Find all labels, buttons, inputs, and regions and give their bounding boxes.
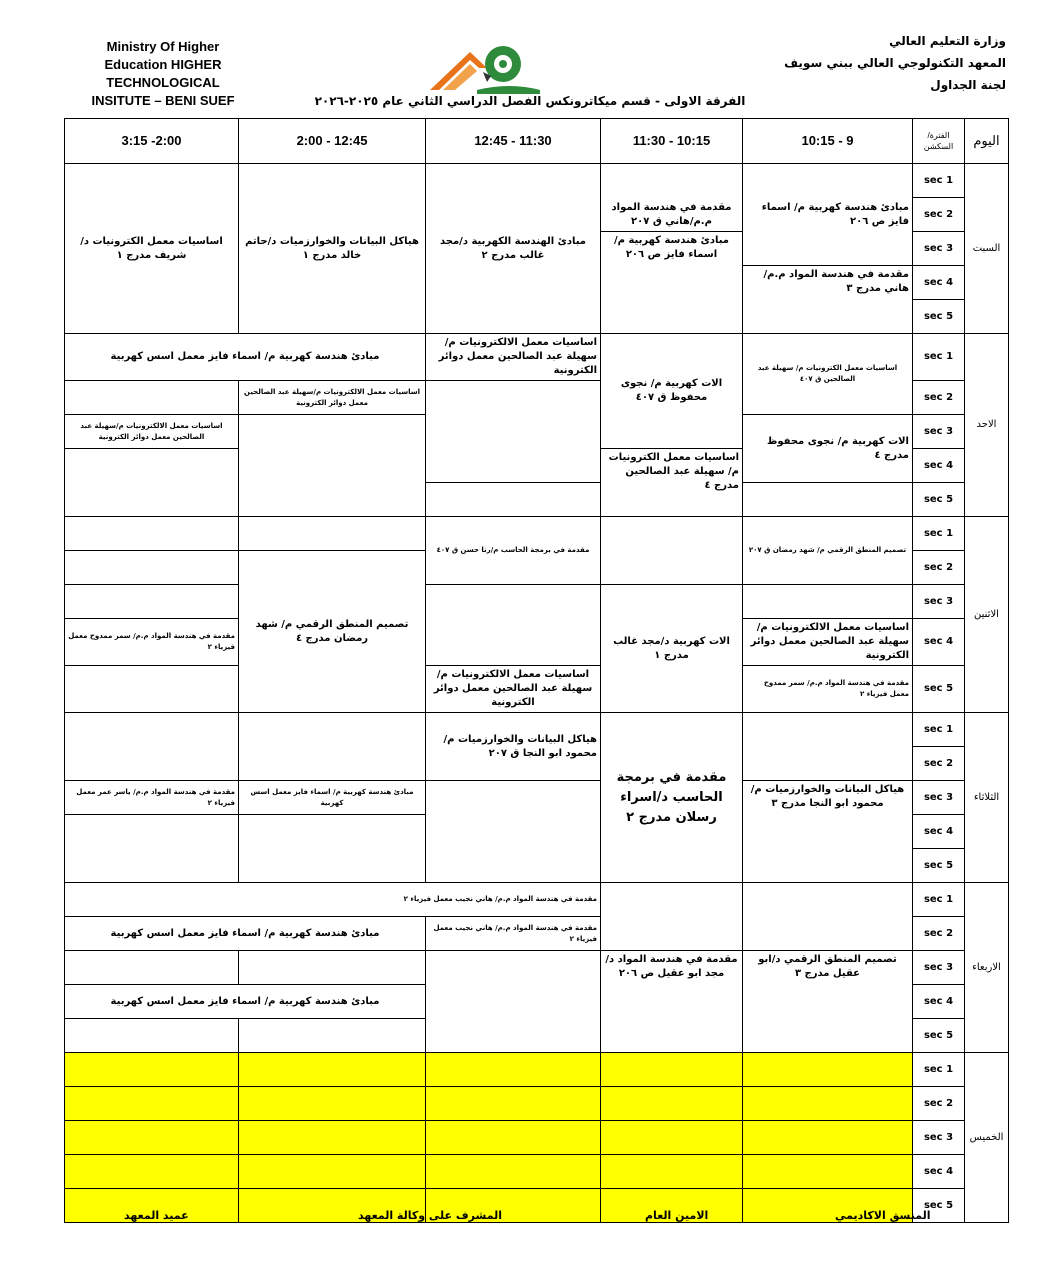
sec-label: sec 4: [913, 1155, 965, 1189]
time-header: 10:15 - 11:30: [601, 119, 743, 164]
class-cell: [65, 1019, 239, 1053]
class-cell: [239, 415, 426, 517]
class-cell: [65, 449, 239, 517]
sec-label: sec 2: [913, 551, 965, 585]
sec-label: sec 2: [913, 917, 965, 951]
signature-dean: عميد المعهد: [124, 1209, 189, 1222]
class-cell: مقدمة في برمجة الحاسب د/اسراء رسلان مدرج ٢: [601, 713, 743, 883]
class-cell: مقدمة في هندسة المواد م.م/ سمر ممدوح معمل فيزياء ٢: [65, 619, 239, 666]
class-cell: مقدمة في هندسة المواد م.م/ هاني نجيب معمل فيزياء ٢: [65, 883, 601, 917]
empty-cell: [743, 1087, 913, 1121]
class-cell: اساسيات معمل الكترونيات م/ سهيلة عبد الصالحين ق ٤٠٧: [743, 334, 913, 415]
class-cell: [426, 381, 601, 483]
sec-label: sec 2: [913, 747, 965, 781]
sec-label: sec 4: [913, 815, 965, 849]
class-cell: مبادئ هندسة كهربية م/ اسماء فايز معمل اسس كهربية: [65, 985, 426, 1019]
class-cell: هياكل البيانات والخوارزميات م/محمود ابو النجا مدرج ٣: [743, 781, 913, 883]
class-cell: مقدمة في هندسة المواد م.م/ ياسر عمر معمل فيزياء ٢: [65, 781, 239, 815]
class-cell: اساسيات معمل الالكترونيات م/سهيلة عبد الصالحين معمل دوائر الكترونية: [743, 619, 913, 666]
class-cell: اساسيات معمل الكترونيات م/ سهيلة عبد الصالحين مدرج ٤: [601, 449, 743, 517]
class-cell: [239, 951, 426, 985]
day-label: الاربعاء: [965, 883, 1009, 1053]
day-label: السبت: [965, 164, 1009, 334]
class-cell: الات كهربية م/ نجوى محفوظ مدرج ٤: [743, 415, 913, 483]
class-cell: [743, 483, 913, 517]
class-cell: مبادئ هندسة كهربية م/ اسماء فايز ص ٢٠٦: [601, 232, 743, 334]
class-cell: [426, 951, 601, 1053]
class-cell: مبادئ الهندسة الكهربية د/مجد غالب مدرج ٢: [426, 164, 601, 334]
sec-label: sec 5: [913, 666, 965, 713]
class-cell: [65, 951, 239, 985]
header-row: [65, 119, 1009, 164]
header-line: INSITUTE – BENI SUEF: [91, 93, 235, 108]
empty-cell: [426, 1087, 601, 1121]
sec-label: sec 4: [913, 985, 965, 1019]
sec-label: sec 3: [913, 951, 965, 985]
class-cell: الات كهربية م/ نجوى محفوظ ق ٤٠٧: [601, 334, 743, 449]
time-header: 9 - 10:15: [743, 119, 913, 164]
class-cell: اساسيات معمل الالكترونيات م/سهيلة عبد الصالحين معمل دوائر الكترونية: [239, 381, 426, 415]
table-row: [65, 951, 1009, 985]
sec-label: sec 3: [913, 415, 965, 449]
sec-label: sec 5: [913, 1019, 965, 1053]
class-cell: تصميم المنطق الرقمي د/ابو عقيل مدرج ٣: [743, 951, 913, 1053]
table-row: [65, 1121, 1009, 1155]
sec-label: sec 1: [913, 517, 965, 551]
day-label: الاحد: [965, 334, 1009, 517]
signature-secretary: الامين العام: [645, 1209, 709, 1222]
table-row: [65, 1087, 1009, 1121]
sec-label: sec 5: [913, 1189, 965, 1223]
class-cell: مقدمة في هندسة المواد م.م/هاني ق ٢٠٧: [601, 164, 743, 232]
class-cell: [239, 815, 426, 883]
schedule-title: الفرقة الاولى - قسم ميكاترونكس الفصل الدراسي الثاني عام ٢٠٢٥-٢٠٢٦: [314, 94, 746, 108]
class-cell: مبادئ هندسة كهربية م/ اسماء فايز معمل اسس كهربية: [65, 917, 426, 951]
class-cell: مبادئ هندسة كهربية م/ اسماء فايز معمل اسس كهربية: [239, 781, 426, 815]
table-row: [65, 517, 1009, 551]
class-cell: اساسيات معمل الالكترونيات م/سهيلة عبد الصالحين معمل دوائر الكترونية: [65, 415, 239, 449]
class-cell: اساسيات معمل الكترونيات د/شريف مدرج ١: [65, 164, 239, 334]
institute-name-ar: [746, 30, 1006, 96]
table-row: [65, 164, 1009, 198]
table-row: [65, 1155, 1009, 1189]
empty-cell: [743, 1155, 913, 1189]
header-line: Ministry Of Higher: [106, 39, 220, 54]
table-row: [65, 585, 1009, 619]
sec-label: sec 3: [913, 781, 965, 815]
class-cell: اساسيات معمل الالكترونيات م/سهيلة عبد الصالحين معمل دوائر الكترونية: [426, 666, 601, 713]
schedule-table: [64, 118, 1009, 1223]
sec-label: sec 1: [913, 334, 965, 381]
table-row: [65, 781, 1009, 815]
sec-label: sec 3: [913, 1121, 965, 1155]
class-cell: [601, 517, 743, 585]
day-label: الاثنين: [965, 517, 1009, 713]
sec-label: sec 4: [913, 619, 965, 666]
day-label: الخميس: [965, 1053, 1009, 1223]
empty-cell: [601, 1121, 743, 1155]
class-cell: [426, 483, 601, 517]
class-cell: [426, 781, 601, 883]
sec-label: sec 3: [913, 232, 965, 266]
table-row: [65, 334, 1009, 381]
sec-label: sec 5: [913, 300, 965, 334]
institute-name-en: [78, 38, 248, 110]
class-cell: هياكل البيانات والخوارزميات م/محمود ابو النجا ق ٢٠٧: [426, 713, 601, 781]
empty-cell: [239, 1087, 426, 1121]
class-cell: [65, 381, 239, 415]
sec-label: sec 5: [913, 483, 965, 517]
time-header: 11:30 - 12:45: [426, 119, 601, 164]
header-line: لجنة الجداول: [930, 78, 1006, 92]
empty-cell: [239, 1121, 426, 1155]
class-cell: [65, 585, 239, 619]
empty-cell: [65, 1087, 239, 1121]
empty-cell: [743, 1121, 913, 1155]
time-header: 2:00- 3:15: [65, 119, 239, 164]
sec-label: sec 1: [913, 164, 965, 198]
table-row: [65, 1053, 1009, 1087]
table-row: [65, 713, 1009, 747]
sec-label: sec 2: [913, 1087, 965, 1121]
empty-cell: [601, 1053, 743, 1087]
class-cell: مقدمة في هندسة المواد د/مجد ابو عقيل ص ٢٠٦: [601, 951, 743, 1053]
period-header: الفترة/ السكشن: [913, 119, 965, 164]
empty-cell: [239, 1155, 426, 1189]
day-label: الثلاثاء: [965, 713, 1009, 883]
sec-label: sec 2: [913, 381, 965, 415]
sec-label: sec 4: [913, 266, 965, 300]
empty-cell: [743, 1053, 913, 1087]
class-cell: مبادئ هندسة كهربية م/ اسماء فايز ص ٢٠٦: [743, 164, 913, 266]
header-line: المعهد التكنولوجي العالي ببني سويف: [784, 56, 1006, 70]
table-row: [65, 666, 1009, 713]
sec-label: sec 1: [913, 713, 965, 747]
empty-cell: [601, 1087, 743, 1121]
class-cell: مبادئ هندسة كهربية م/ اسماء فايز معمل اسس كهربية: [65, 334, 426, 381]
header-line: Education HIGHER: [104, 57, 222, 72]
class-cell: [743, 585, 913, 619]
class-cell: مقدمة في هندسة المواد م.م/ هاني نجيب معمل فيزياء ٢: [426, 917, 601, 951]
class-cell: [743, 713, 913, 781]
header-line: وزارة التعليم العالي: [889, 34, 1006, 48]
day-header: اليوم: [965, 119, 1009, 164]
sec-label: sec 5: [913, 849, 965, 883]
class-cell: [65, 713, 239, 781]
sec-label: sec 1: [913, 1053, 965, 1087]
class-cell: [239, 517, 426, 551]
sec-label: sec 4: [913, 449, 965, 483]
class-cell: [743, 883, 913, 951]
empty-cell: [65, 1053, 239, 1087]
class-cell: تصميم المنطق الرقمي م/ شهد رمضان مدرج ٤: [239, 551, 426, 713]
class-cell: [426, 585, 601, 666]
class-cell: مقدمة في هندسة المواد م.م/ سمر ممدوح معمل فيزياء ٢: [743, 666, 913, 713]
class-cell: [65, 815, 239, 883]
class-cell: مقدمة في برمجة الحاسب م/رنا حسن ق ٤٠٧: [426, 517, 601, 585]
empty-cell: [239, 1053, 426, 1087]
empty-cell: [426, 1053, 601, 1087]
class-cell: الات كهربية د/مجد غالب مدرج ١: [601, 585, 743, 713]
class-cell: [65, 517, 239, 551]
empty-cell: [65, 1155, 239, 1189]
header-line: TECHNOLOGICAL: [106, 75, 220, 90]
table-row: [65, 883, 1009, 917]
empty-cell: [601, 1155, 743, 1189]
class-cell: مقدمة في هندسة المواد م.م/هاني مدرج ٣: [743, 266, 913, 334]
sec-label: sec 3: [913, 585, 965, 619]
class-cell: [239, 713, 426, 781]
empty-cell: [426, 1155, 601, 1189]
class-cell: [601, 883, 743, 951]
institute-logo: [425, 38, 545, 96]
signature-coordinator: المنسق الاكاديمي: [835, 1209, 931, 1222]
class-cell: اساسيات معمل الالكترونيات م/سهيلة عبد الصالحين معمل دوائر الكترونية: [426, 334, 601, 381]
time-header: 12:45 - 2:00: [239, 119, 426, 164]
class-cell: هياكل البيانات والخوارزميات د/حاتم خالد مدرج ١: [239, 164, 426, 334]
sec-label: sec 1: [913, 883, 965, 917]
empty-cell: [65, 1121, 239, 1155]
signature-supervisor: المشرف على وكالة المعهد: [358, 1209, 502, 1222]
class-cell: [65, 666, 239, 713]
class-cell: [65, 551, 239, 585]
class-cell: [239, 1019, 426, 1053]
empty-cell: [426, 1121, 601, 1155]
sec-label: sec 2: [913, 198, 965, 232]
class-cell: تصميم المنطق الرقمي م/ شهد رمضان ق ٢٠٧: [743, 517, 913, 585]
